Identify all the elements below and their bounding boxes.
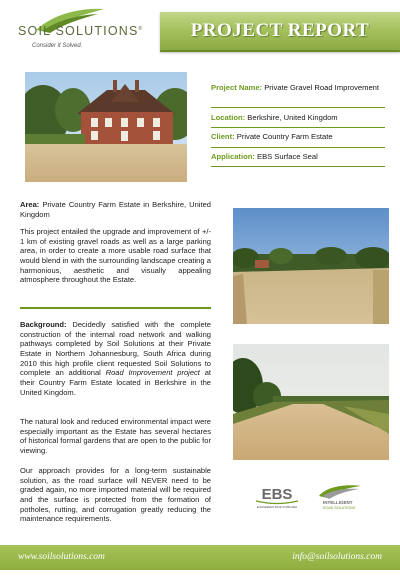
area-label: Area: [20, 200, 40, 209]
application-value: EBS Surface Seal [257, 152, 318, 161]
approach-paragraph: Our approach provides for a long-term sustainable solution, as the road surface will NEVER need to be graded again, no more imported material will be required and the surface is protected from the formation of potholes, rutting, and corrugation greatly reducing the maintenance requirements. [20, 466, 211, 524]
page-title: PROJECT REPORT [190, 20, 370, 41]
project-description: This project entailed the upgrade and improvement of +/- 1 km of existing gravel roads as well as a large parking area, in order to create a more usable road surface that would blend in with the surrounding landscape creating a harmonious, aesthetic and visually appealing atmosphere throughout the Estate. [20, 227, 211, 285]
website-link[interactable]: www.soilsolutions.com [18, 552, 105, 562]
estate-house-photo [25, 72, 187, 182]
area-text: Private Country Farm Estate in Berkshire, United Kingdom [20, 200, 211, 219]
location-value: Berkshire, United Kingdom [247, 113, 338, 122]
client-label: Client: [211, 132, 235, 141]
brand-name: SOIL SOLUTIONS® [18, 24, 144, 38]
gravel-road-photo [233, 344, 389, 460]
application-field [211, 152, 385, 162]
project-name-value: Private Gravel Road Improvement [264, 83, 379, 92]
area-paragraph [20, 200, 211, 219]
section-divider [20, 307, 211, 309]
location-label: Location: [211, 113, 246, 122]
footer-bar [0, 545, 400, 570]
info-divider [211, 127, 385, 128]
email-link[interactable]: info@soilsolutions.com [292, 552, 382, 562]
location-field [211, 113, 385, 123]
client-value: Private Country Farm Estate [236, 132, 333, 141]
project-name-label: Project Name: [211, 83, 263, 92]
title-banner [160, 12, 400, 52]
parking-area-photo [233, 208, 389, 324]
application-label: Application: [211, 152, 255, 161]
info-divider [211, 147, 385, 148]
ebs-logo-icon [252, 484, 302, 510]
background-text-a: Decidedly satisfied with the complete construction of the internal road network and walking pathways completed by Soil Solutions at their Private Estate in Northern Johannesburg, South Africa during 2010 this high profile client requested Soil Solutions to complete an additional [20, 320, 211, 378]
background-label: Background: [20, 320, 67, 329]
ebs-logo-subtext: ENGINEERED BASE STABILISER [256, 506, 298, 509]
irs-logo-line1: INTELLIGENT [323, 500, 353, 505]
ebs-logo-text: EBS [261, 486, 293, 503]
info-divider [211, 107, 385, 108]
background-text-b: at their Country Farm Estate located in Berkshire in the United Kingdom. [20, 368, 211, 397]
brand-tagline: Consider it Solved. [32, 43, 83, 49]
intelligent-road-solutions-logo-icon [313, 484, 369, 512]
client-field [211, 132, 385, 142]
environment-paragraph: The natural look and reduced environmental impact were especially important as the Estate has several hectares of historical formal gardens that are open to the public for viewing. [20, 417, 211, 455]
background-text-italic: Road Improvement project [105, 368, 200, 378]
background-paragraph [20, 320, 211, 397]
irs-logo-line2: ROAD SOLUTIONS [323, 506, 356, 510]
info-divider [211, 166, 385, 167]
project-name-field [211, 83, 385, 93]
